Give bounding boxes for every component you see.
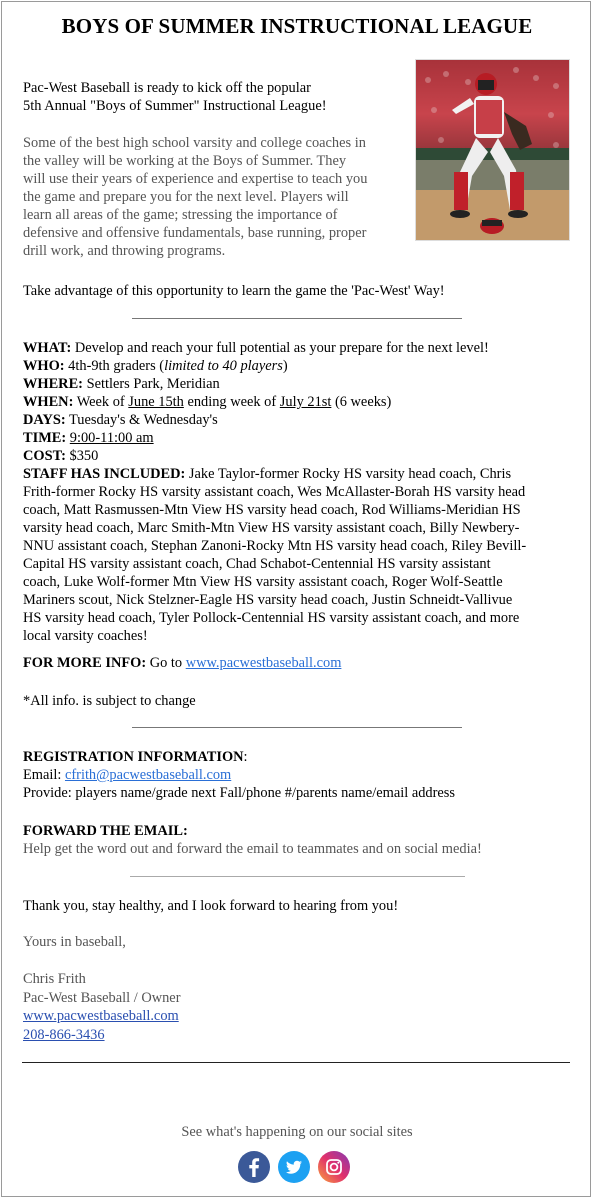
intro-para-line: drill work, and throwing programs. [23, 243, 226, 259]
provide-text: Provide: players name/grade next Fall/phone #/parents name/email address [23, 785, 455, 801]
thanks-text: Thank you, stay healthy, and I look forward to hearing from you! [23, 898, 399, 914]
divider [132, 727, 462, 728]
staff-line: coach, Matt Rasmussen-Mtn View HS varsity head coach, Rod Williams-Meridian HS [23, 502, 521, 518]
staff-line: Capital HS varsity assistant coach, Chad Schabot-Centennial HS varsity assistant [23, 556, 491, 572]
registration-label: REGISTRATION INFORMATION [23, 749, 244, 765]
what-row [23, 340, 489, 358]
when-pre: Week of [73, 394, 129, 410]
intro-para-line: will use their years of experience and expertise to teach you [23, 171, 368, 187]
catcher-photo-image [416, 60, 570, 241]
email-link[interactable]: cfrith@pacwestbaseball.com [64, 767, 232, 783]
divider [130, 876, 465, 877]
more-info-row [23, 655, 341, 673]
time-value[interactable]: 9:00-11:00 am [69, 430, 154, 446]
time-label: TIME: [23, 430, 67, 446]
when-start-date[interactable]: June 15th [128, 394, 184, 410]
instagram-icon[interactable] [318, 1151, 350, 1183]
registration-colon: : [243, 749, 248, 765]
forward-label: FORWARD THE EMAIL: [23, 823, 188, 839]
take-advantage-text: Take advantage of this opportunity to learn the game the 'Pac-West' Way! [23, 283, 445, 299]
who-value: 4th-9th graders ( [64, 358, 165, 374]
where-label: WHERE: [23, 376, 83, 392]
who-row [23, 358, 288, 376]
signature-phone [23, 1027, 105, 1045]
time-row [23, 430, 154, 448]
registration-heading [23, 749, 248, 767]
cost-value: $350 [65, 448, 99, 464]
intro-para-line: the valley will be working at the Boys of Summer. They [23, 153, 347, 169]
website-link[interactable]: www.pacwestbaseball.com [185, 655, 342, 671]
when-mid: ending week of [183, 394, 280, 410]
registration-email-row [23, 767, 231, 785]
staff-line: local varsity coaches! [23, 628, 148, 644]
signature-company: Pac-West Baseball / Owner [23, 990, 181, 1006]
email-pre: Email: [23, 767, 65, 783]
footer-divider [22, 1062, 570, 1063]
more-info-label: FOR MORE INFO: [23, 655, 147, 671]
catcher-photo [415, 59, 570, 241]
staff-label: STAFF HAS INCLUDED: [23, 466, 186, 482]
twitter-icon[interactable] [278, 1151, 310, 1183]
intro-para-line: defensive and offensive fundamentals, base running, proper [23, 225, 367, 241]
staff-line: HS varsity head coach, Tyler Pollock-Centennial HS varsity assistant coach, and more [23, 610, 520, 626]
phone-link[interactable]: 208-866-3436 [23, 1027, 105, 1043]
intro-para-line: Some of the best high school varsity and college coaches in [23, 135, 366, 151]
intro-line-2: 5th Annual "Boys of Summer" Instructional League! [23, 98, 327, 114]
staff-line: varsity head coach, Marc Smith-Mtn View HS varsity assistant coach, Billy Newbery- [23, 520, 520, 536]
staff-line [23, 466, 511, 484]
when-row [23, 394, 391, 412]
yours-text: Yours in baseball, [23, 934, 126, 950]
divider [132, 318, 462, 319]
intro-line-1: Pac-West Baseball is ready to kick off the popular [23, 80, 311, 96]
forward-text: Help get the word out and forward the email to teammates and on social media! [23, 841, 482, 857]
days-value: Tuesday's & Wednesday's [65, 412, 218, 428]
days-row [23, 412, 218, 430]
when-post: (6 weeks) [331, 394, 392, 410]
what-label: WHAT: [23, 340, 72, 356]
forward-heading [23, 823, 188, 841]
disclaimer-text: *All info. is subject to change [23, 693, 196, 709]
signature-website [23, 1008, 179, 1026]
days-label: DAYS: [23, 412, 66, 428]
who-label: WHO: [23, 358, 65, 374]
who-end: ) [282, 358, 288, 374]
page-title: BOYS OF SUMMER INSTRUCTIONAL LEAGUE [61, 14, 533, 38]
intro-para-line: learn all areas of the game; stressing the importance of [23, 207, 338, 223]
intro-para-line: the game and prepare you for the next level. Players will [23, 189, 349, 205]
where-value: Settlers Park, Meridian [82, 376, 220, 392]
staff-line: coach, Luke Wolf-former Mtn View HS varsity assistant coach, Roger Wolf-Seattle [23, 574, 503, 590]
when-end-date[interactable]: July 21st [279, 394, 332, 410]
staff-line: Mariners scout, Nick Stelzner-Eagle HS varsity head coach, Justin Schneidt-Vallivue [23, 592, 513, 608]
staff-line: Frith-former Rocky HS varsity assistant coach, Wes McAllaster-Borah HS varsity head [23, 484, 526, 500]
more-info-pre: Go to [146, 655, 186, 671]
social-label: See what's happening on our social sites [181, 1124, 413, 1140]
who-limit: limited to 40 players [164, 358, 283, 374]
signature-name: Chris Frith [23, 971, 86, 987]
signature-website-link[interactable]: www.pacwestbaseball.com [23, 1008, 179, 1024]
when-label: WHEN: [23, 394, 74, 410]
where-row [23, 376, 220, 394]
what-value: Develop and reach your full potential as your prepare for the next level! [71, 340, 489, 356]
staff-line: NNU assistant coach, Stephan Zanoni-Rocky Mtn HS varsity head coach, Riley Bevill- [23, 538, 527, 554]
cost-row [23, 448, 98, 466]
cost-label: COST: [23, 448, 66, 464]
staff-text: Jake Taylor-former Rocky HS varsity head coach, Chris [185, 466, 512, 482]
facebook-icon[interactable] [238, 1151, 270, 1183]
